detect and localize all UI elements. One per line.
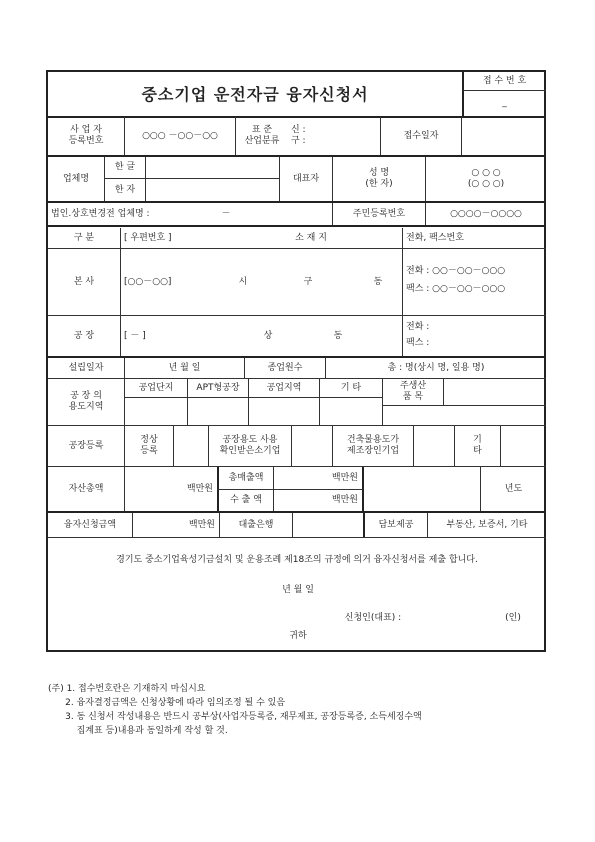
land-use-label: 공 장 의 용도지역 [68,391,104,412]
land-use-apt-factory: APT형공장 [196,382,240,393]
biz-reg-field[interactable]: ○○○ －○○－○○ [142,130,218,141]
company-han-field[interactable] [146,179,279,201]
address-col-phone: 전화, 팩스번호 [406,232,464,243]
prev-company-label: 법인.상호변경전 업체명 : [51,208,150,219]
hq-dong-label: 동 [373,276,383,287]
loan-bank-label: 대출은행 [238,519,274,530]
land-use-industrial-complex: 공업단지 [138,382,174,393]
total-sales-label: 총매출액 [228,472,264,483]
hq-label: 본 사 [73,276,95,287]
statement-date[interactable]: 년 월 일 [282,584,314,595]
receipt-number-field[interactable]: _ [502,97,507,108]
address-col-postcode: [ 우편번호 ] [124,232,172,243]
land-use-industrial-zone: 공업지역 [266,382,302,393]
industry-class-label: 표 준 산업분류 [244,125,280,146]
reg-normal-check[interactable] [174,426,208,466]
collateral-label: 담보제공 [378,519,414,530]
factory-reg-label: 공장등록 [68,440,104,451]
rep-name-field[interactable]: ○ ○ ○ (○ ○ ○) [467,168,505,189]
main-product-field[interactable] [444,379,546,405]
factory-postcode-field[interactable]: [ － ] [124,330,146,341]
year-field[interactable] [364,467,480,511]
employees-label: 종업원수 [267,362,303,373]
hq-phone-field[interactable]: 전화 : ○○－○○－○○○ [406,265,506,276]
notes [48,682,558,738]
reg-other: 기 타 [473,435,482,456]
hq-fax-field[interactable]: 팩스 : ○○－○○－○○○ [406,283,506,294]
factory-dong-label: 동 [333,330,343,341]
total-assets-field[interactable]: 백만원 [186,483,213,494]
export-label: 수 출 액 [230,495,262,505]
hq-gu-label: 구 [303,276,313,287]
company-name-label: 업체명 [62,173,90,184]
reg-building-use: 건축물용도가 제조장인기업 [346,435,400,456]
rep-name-label: 성 명 (한 자) [365,168,393,189]
factory-fax-field[interactable]: 팩스 : [406,338,430,348]
application-form [46,70,546,652]
industry-class-field[interactable]: 신 : 구 : [291,125,306,146]
company-kor-field[interactable] [146,157,279,178]
rrn-label: 주민등록번호 [352,208,406,219]
hq-si-label: 시 [238,276,248,287]
reg-use-confirmed-check[interactable] [292,426,332,466]
year-label: 년도 [504,483,523,494]
form-title: 중소기업 운전자금 융자신청서 [141,84,369,104]
hq-postcode-field[interactable]: [○○－○○] [124,276,172,287]
loan-amount-label: 융자신청금액 [63,519,117,530]
applicant-label: 신청인(대표) : [344,612,402,623]
total-assets-label: 자산총액 [68,483,104,494]
reg-use-confirmed: 공장용도 사용 확인받은소기업 [219,435,281,456]
company-kor-label: 한 글 [114,162,136,172]
main-product-label: 주생산 품 목 [399,381,427,402]
factory-label: 공 장 [73,330,95,341]
company-han-label: 한 자 [114,184,136,195]
address-col-gubun: 구 분 [73,232,95,243]
loan-amount-field[interactable]: 백만원 [188,519,215,530]
factory-phone-field[interactable]: 전화 : [406,322,430,332]
address-col-location: 소 재 지 [295,232,327,243]
employees-field[interactable]: 총 : 명(상시 명, 일용 명) [387,362,485,373]
reg-building-use-check[interactable] [414,426,454,466]
est-date-field[interactable]: 년 월 일 [168,362,201,373]
statement-text: 경기도 중소기업육성기금설치 및 운용조례 제18조의 규정에 의거 융자신청서를 제출 합니다. [116,554,478,565]
receipt-number-label: 접 수 번 호 [482,75,527,86]
representative-label: 대표자 [292,173,320,184]
loan-bank-field[interactable] [293,513,363,537]
factory-sang-label: 상 [263,330,273,341]
reg-other-check[interactable] [501,426,546,466]
export-field[interactable]: 백만원 [331,495,358,505]
rrn-field[interactable]: ○○○○－○○○○ [450,208,522,219]
receipt-date-label: 접수일자 [403,130,439,141]
note-line: (주) 1. 접수번호란은 기재하지 마십시요 [48,684,206,694]
total-sales-field[interactable]: 백만원 [331,472,358,483]
receipt-date-field[interactable] [462,117,546,155]
prev-company-field[interactable]: － [221,208,231,219]
seal-mark: (인) [505,612,521,623]
note-line: 2. 융자결정금액은 신청상황에 따라 임의조정 될 수 있음 [48,698,286,708]
note-line: 3. 동 신청서 작성내용은 반드시 공부상(사업자등록증, 재무제표, 공장등록증, 소득세징수액 [48,712,422,722]
reg-normal: 정상 등록 [140,435,158,456]
est-date-label: 설립일자 [68,362,104,373]
collateral-field[interactable]: 부동산, 보증서, 기타 [446,519,528,530]
addressee-label: 귀하 [289,630,307,641]
note-line: 집계표 등)내용과 동일하게 작성 할 것. [48,726,228,736]
land-use-other: 기 타 [340,382,362,393]
biz-reg-label: 사 업 자 등록번호 [68,125,104,146]
